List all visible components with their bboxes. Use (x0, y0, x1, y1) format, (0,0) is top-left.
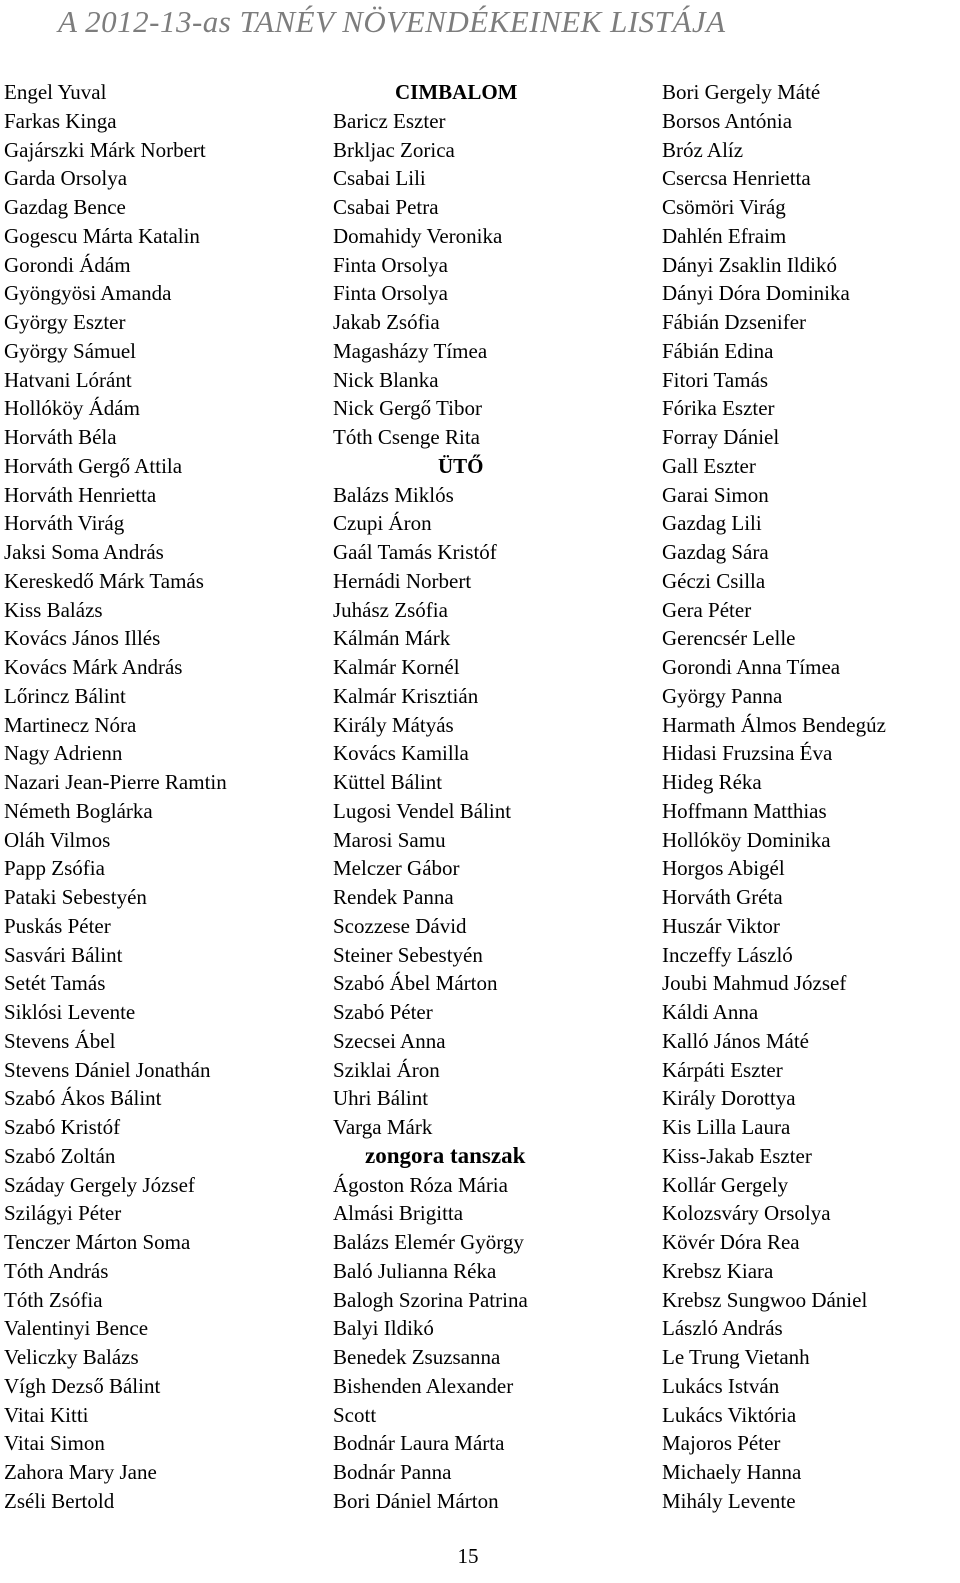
student-name: Finta Orsolya (333, 252, 448, 277)
student-name: Géczi Csilla (662, 568, 766, 593)
student-name: Tenczer Márton Soma (4, 1230, 191, 1254)
student-name: Oláh Vilmos (4, 827, 111, 852)
student-name: György Sámuel (4, 338, 137, 363)
student-name: Scozzese Dávid (333, 913, 467, 938)
student-name: Csabai Petra (333, 195, 439, 219)
student-name: Mihály Levente (662, 1488, 796, 1513)
student-name: Dányi Zsaklin Ildikó (662, 252, 837, 277)
student-name: Bodnár Laura Márta (333, 1431, 505, 1456)
student-name: Scott (333, 1402, 377, 1427)
student-name: Nick Gergő Tibor (333, 396, 482, 421)
zongora-list (333, 1171, 643, 1516)
student-name: Brkljac Zorica (333, 137, 455, 162)
student-name: Martinecz Nóra (4, 712, 137, 737)
student-column-3 (662, 78, 960, 1516)
student-name: Kovács Kamilla (333, 741, 469, 766)
student-name: Hollóköy Ádám (4, 396, 140, 421)
student-name: Csercsa Henrietta (662, 166, 811, 191)
student-name: Bodnár Panna (333, 1460, 452, 1484)
student-name: Sasvári Bálint (4, 942, 123, 967)
student-name: Lugosi Vendel Bálint (333, 798, 512, 823)
student-name: Ágoston Róza Mária (333, 1172, 508, 1197)
student-name: Majoros Péter (662, 1431, 781, 1456)
student-name: Valentinyi Bence (4, 1316, 149, 1341)
student-name: Király Dorottya (662, 1086, 796, 1111)
student-name: Gorondi Anna Tímea (662, 655, 841, 679)
student-name: Papp Zsófia (4, 856, 105, 881)
student-name: György Eszter (4, 310, 126, 334)
student-name: Le Trung Vietanh (662, 1345, 810, 1369)
student-name: Garda Orsolya (4, 166, 128, 191)
student-name: Szabó Zoltán (4, 1143, 116, 1168)
student-name: Lukács István (662, 1373, 780, 1398)
student-name: Tóth András (4, 1258, 109, 1283)
student-name: Bori Dániel Márton (333, 1488, 499, 1513)
student-name: Vígh Dezső Bálint (4, 1373, 161, 1398)
section-heading-zongora: zongora tanszak (365, 1142, 526, 1168)
student-name: Inczeffy László (662, 942, 793, 967)
student-name: Dányi Dóra Dominika (662, 281, 850, 306)
student-name: Hoffmann Matthias (662, 798, 827, 823)
student-name: Marosi Samu (333, 827, 446, 852)
student-name: Huszár Viktor (662, 913, 780, 938)
student-name: Baló Julianna Réka (333, 1258, 497, 1283)
student-name: Horváth Gergő Attila (4, 453, 183, 478)
student-name: Fitori Tamás (662, 367, 769, 392)
student-name: László András (662, 1316, 783, 1341)
student-name: Czupi Áron (333, 511, 432, 536)
student-name: Farkas Kinga (4, 108, 117, 133)
student-name: Szabó Ákos Bálint (4, 1086, 162, 1111)
student-name: György Panna (662, 683, 783, 708)
student-name: Gogescu Márta Katalin (4, 223, 200, 248)
student-name: Gazdag Lili (662, 511, 762, 536)
student-name: Hernádi Norbert (333, 568, 472, 593)
student-name: Gajárszki Márk Norbert (4, 137, 206, 162)
student-name: Csabai Lili (333, 166, 426, 191)
student-name: Harmath Álmos Bendegúz (662, 712, 886, 737)
student-name: Almási Brigitta (333, 1201, 464, 1226)
student-name: Zséli Bertold (4, 1488, 115, 1513)
student-name: Gall Eszter (662, 453, 756, 478)
student-name: Stevens Ábel (4, 1028, 116, 1053)
student-name: Kalmár Kornél (333, 655, 460, 679)
student-name: Horváth Béla (4, 425, 117, 449)
student-name: Siklósi Levente (4, 1000, 136, 1024)
student-name: Bishenden Alexander (333, 1373, 514, 1398)
student-name: Káldi Anna (662, 1000, 759, 1024)
student-name: Pataki Sebestyén (4, 885, 147, 909)
student-name: Gyöngyösi Amanda (4, 281, 172, 306)
student-name: Fábián Edina (662, 338, 774, 363)
student-name: Sziklai Áron (333, 1057, 440, 1082)
student-name: Kovács Márk András (4, 655, 183, 679)
student-name: Szabó Péter (333, 1000, 433, 1024)
student-name: Hollóköy Dominika (662, 827, 831, 852)
student-name: Küttel Bálint (333, 770, 443, 794)
student-name: Balázs Miklós (333, 482, 454, 507)
student-name: Fórika Eszter (662, 396, 775, 421)
student-name: Lukács Viktória (662, 1402, 797, 1427)
student-name: Szecsei Anna (333, 1028, 446, 1053)
student-name: Kollár Gergely (662, 1172, 789, 1197)
student-name: Horgos Abigél (662, 856, 785, 881)
student-name: Száday Gergely József (4, 1172, 195, 1197)
student-name: Steiner Sebestyén (333, 942, 483, 967)
student-name: Magasházy Tímea (333, 338, 488, 363)
student-name: Szabó Kristóf (4, 1115, 121, 1139)
student-name: Nick Blanka (333, 367, 439, 392)
student-name: Hideg Réka (662, 770, 762, 794)
student-name: Király Mátyás (333, 712, 454, 737)
student-name: Jaksi Soma András (4, 540, 164, 564)
student-name: Krebsz Sungwoo Dániel (662, 1287, 868, 1312)
student-name: Gerencsér Lelle (662, 626, 796, 651)
student-name: Tóth Csenge Rita (333, 425, 480, 449)
student-name: Kiss-Jakab Eszter (662, 1143, 812, 1168)
student-name: Vitai Simon (4, 1431, 105, 1456)
student-name: Lőrincz Bálint (4, 683, 126, 708)
student-name: Balyi Ildikó (333, 1316, 434, 1341)
student-name: Kárpáti Eszter (662, 1057, 783, 1082)
student-name: Kalmár Krisztián (333, 683, 479, 708)
student-name: Benedek Zsuzsanna (333, 1345, 501, 1369)
student-name: Engel Yuval (4, 80, 107, 104)
student-name: Domahidy Veronika (333, 223, 503, 248)
student-name: Puskás Péter (4, 913, 111, 938)
student-name: Kovács János Illés (4, 626, 161, 651)
student-name: Nagy Adrienn (4, 741, 123, 766)
student-name: Garai Simon (662, 482, 769, 507)
student-name: Bori Gergely Máté (662, 80, 821, 104)
student-name: Gazdag Bence (4, 195, 126, 219)
student-name: Kalló János Máté (662, 1028, 809, 1053)
student-name: Krebsz Kiara (662, 1258, 774, 1283)
student-name: Hatvani Lóránt (4, 367, 132, 392)
student-name: Gorondi Ádám (4, 252, 131, 277)
student-name: Joubi Mahmud József (662, 971, 847, 996)
student-name: Csömöri Virág (662, 195, 786, 219)
student-name: Varga Márk (333, 1115, 433, 1139)
student-name: Veliczky Balázs (4, 1345, 139, 1369)
student-name: Rendek Panna (333, 885, 454, 909)
uto-list (333, 481, 643, 1142)
page-number: 15 (457, 1544, 479, 1568)
student-name: Horváth Gréta (662, 885, 783, 909)
section-heading-cimbalom: CIMBALOM (395, 80, 518, 104)
student-name: Jakab Zsófia (333, 310, 440, 334)
student-name: Nazari Jean-Pierre Ramtin (4, 770, 227, 794)
student-column-1 (4, 78, 314, 1516)
student-name: Melczer Gábor (333, 856, 460, 881)
student-name: Vitai Kitti (4, 1402, 89, 1427)
student-name: Gaál Tamás Kristóf (333, 540, 497, 564)
student-name: Gera Péter (662, 597, 752, 622)
section-heading-uto: ÜTŐ (438, 453, 484, 478)
student-name: Uhri Bálint (333, 1086, 429, 1111)
student-name: Horváth Henrietta (4, 482, 157, 507)
student-name: Kiss Balázs (4, 597, 103, 622)
student-name: Gazdag Sára (662, 540, 769, 564)
student-name: Tóth Zsófia (4, 1287, 103, 1312)
student-name: Szabó Ábel Márton (333, 971, 498, 996)
student-name: Balázs Elemér György (333, 1230, 524, 1254)
page-title: A 2012-13-as TANÉV NÖVENDÉKEINEK LISTÁJA (58, 4, 726, 39)
student-name: Borsos Antónia (662, 108, 793, 133)
student-name: Kövér Dóra Rea (662, 1230, 800, 1254)
student-name: Kis Lilla Laura (662, 1115, 791, 1139)
student-name: Kolozsváry Orsolya (662, 1201, 831, 1226)
student-name: Finta Orsolya (333, 281, 448, 306)
student-name: Setét Tamás (4, 971, 106, 996)
student-name: Hidasi Fruzsina Éva (662, 741, 833, 766)
student-name: Dahlén Efraim (662, 223, 787, 248)
student-name: Kereskedő Márk Tamás (4, 568, 204, 593)
student-name: Kálmán Márk (333, 626, 451, 651)
student-name: Zahora Mary Jane (4, 1460, 157, 1484)
student-name: Forray Dániel (662, 425, 780, 449)
student-column-2 (333, 78, 643, 1516)
student-name: Szilágyi Péter (4, 1201, 122, 1226)
student-name: Baricz Eszter (333, 108, 446, 133)
cimbalom-list (333, 107, 643, 452)
student-name: Horváth Virág (4, 511, 125, 536)
student-name: Bróz Alíz (662, 137, 744, 162)
student-name: Juhász Zsófia (333, 597, 448, 622)
student-name: Fábián Dzsenifer (662, 310, 807, 334)
student-name: Németh Boglárka (4, 798, 153, 823)
student-name: Balogh Szorina Patrina (333, 1287, 528, 1312)
student-name: Stevens Dániel Jonathán (4, 1057, 211, 1082)
student-name: Michaely Hanna (662, 1460, 802, 1484)
